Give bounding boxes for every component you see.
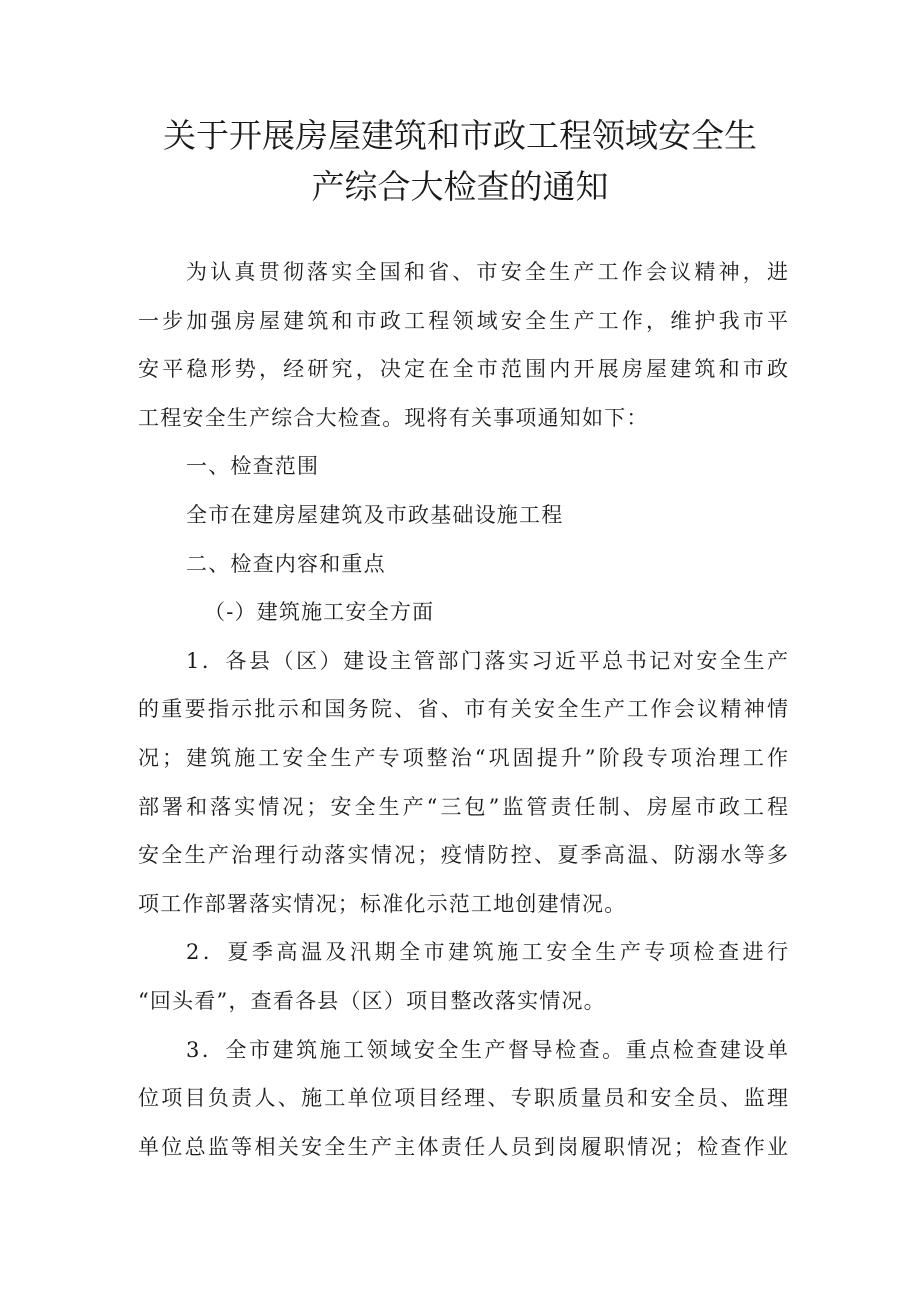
body-text-line: （-）建筑施工安全方面 [204, 600, 435, 625]
body-text-line: 为认真贯彻落实全国和省、市安全生产工作会议精神，进 [186, 260, 788, 284]
body-text-line: 全市在建房屋建筑及市政基础设施工程 [186, 502, 564, 527]
body-text-line: 二、检查内容和重点 [186, 551, 386, 576]
body-text-line: 安全生产治理行动落实情况；疫情防控、夏季高温、防溺水等多 [138, 843, 788, 868]
body-text-line: 工程安全生产综合大检查。现将有关事项通知如下： [138, 405, 649, 430]
body-text-line: 的重要指示批示和国务院、省、市有关安全生产工作会议精神情 [138, 697, 788, 722]
body-text-line: 位项目负责人、施工单位项目经理、专职质量员和安全员、监理 [138, 1086, 788, 1111]
body-text-line: 单位总监等相关安全生产主体责任人员到岗履职情况；检查作业 [138, 1134, 788, 1159]
body-text-line: 一步加强房屋建筑和市政工程领域安全生产工作，维护我市平 [138, 308, 788, 333]
body-text-line: 项工作部署落实情况；标准化示范工地创建情况。 [138, 891, 627, 916]
title-line: 关于开展房屋建筑和市政工程领域安全生 [163, 116, 757, 155]
body-text-line: 2．夏季高温及汛期全市建筑施工安全生产专项检查进行 [186, 940, 788, 965]
title-line: 产综合大检查的通知 [311, 167, 609, 206]
body-text-line: 1．各县（区）建设主管部门落实习近平总书记对安全生产 [186, 648, 788, 673]
body-text-line: 一、检查范围 [186, 454, 320, 479]
body-text-line: “回头看”，查看各县（区）项目整改落实情况。 [138, 988, 606, 1013]
document-body [138, 248, 788, 1171]
document-title [80, 110, 840, 212]
body-text-line: 况；建筑施工安全生产专项整治“巩固提升”阶段专项治理工作 [138, 745, 788, 770]
body-text-line: 部署和落实情况；安全生产“三包”监管责任制、房屋市政工程 [138, 794, 788, 819]
body-text-line: 安平稳形势，经研究，决定在全市范围内开展房屋建筑和市政 [138, 357, 788, 382]
body-text-line: 3．全市建筑施工领域安全生产督导检查。重点检查建设单 [186, 1037, 788, 1062]
